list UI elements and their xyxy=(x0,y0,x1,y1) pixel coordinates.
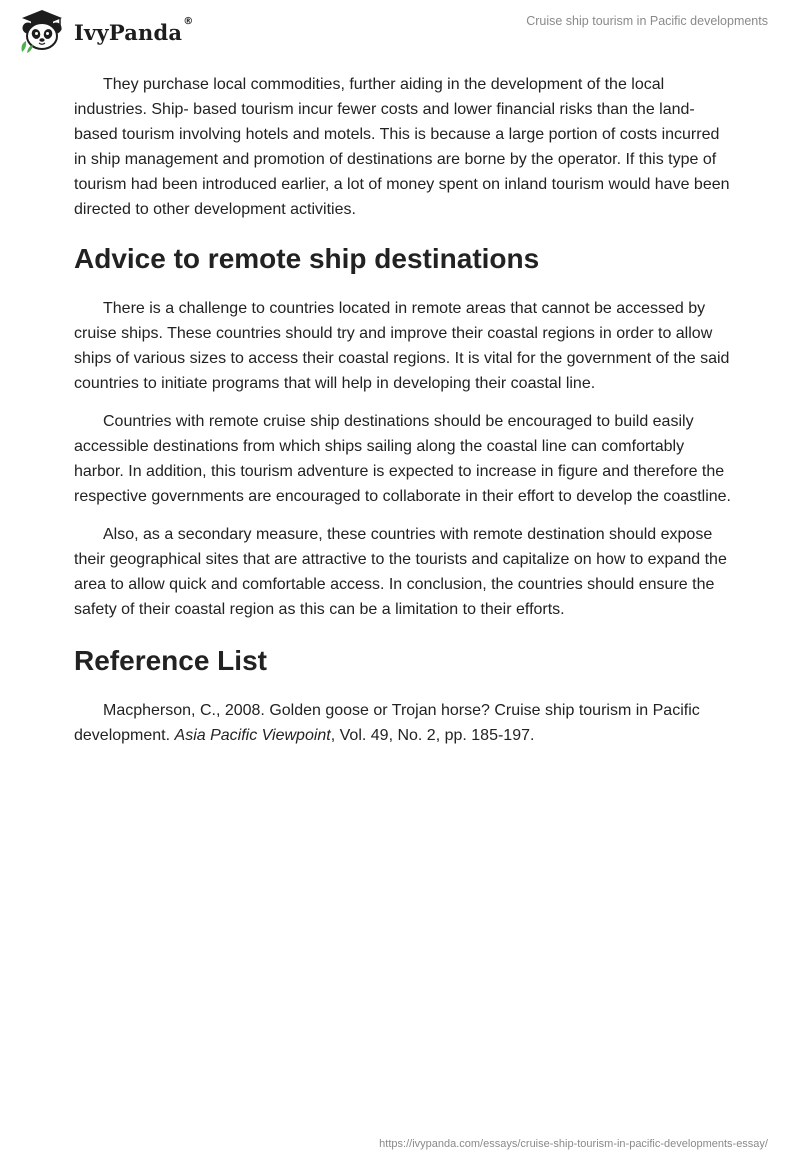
panda-graduate-icon xyxy=(16,8,68,54)
heading-advice: Advice to remote ship destinations xyxy=(74,243,540,274)
page-header xyxy=(0,0,800,60)
reference-entry xyxy=(74,698,734,748)
brand-name xyxy=(74,15,194,45)
essay-content xyxy=(74,72,734,761)
paragraph-encouragement: Countries with remote cruise ship destinations should be encouraged to build easily accessible destinations from which ships sailing along the coastal line can comfortably harbor. In addition, this tourism adventure is expected to increase in figure and therefore the respective governments are encouraged to collaborate in their effort to develop the coastline. xyxy=(74,413,731,505)
paragraph-challenge: There is a challenge to countries located in remote areas that cannot be accessed by cruise ships. These countries should try and improve their coastal regions in order to allow ships of various sizes to access their coastal regions. It is vital for the government of the said countries to initiate programs that will help in developing their coastal line. xyxy=(74,300,730,392)
source-url[interactable]: https://ivypanda.com/essays/cruise-ship-tourism-in-pacific-developments-essay/ xyxy=(379,1138,768,1150)
brand-name-text: IvyPanda xyxy=(74,19,183,45)
registered-mark: ® xyxy=(183,15,194,27)
ivypanda-logo[interactable] xyxy=(16,8,193,54)
reference-details: , Vol. 49, No. 2, pp. 185-197. xyxy=(330,727,535,744)
document-title: Cruise ship tourism in Pacific developments xyxy=(526,14,768,28)
paragraph-secondary-measure: Also, as a secondary measure, these countries with remote destination should expose their geographical sites that are attractive to the tourists and capitalize on how to expand the area to allow quick and comfortable access. In conclusion, the countries should ensure the safety of their coastal region as this can be a limitation to their efforts. xyxy=(74,526,727,618)
heading-reference-list: Reference List xyxy=(74,645,267,676)
reference-journal: Asia Pacific Viewpoint xyxy=(174,727,331,744)
paragraph-intro: They purchase local commodities, further aiding in the development of the local industries. Ship- based tourism incur fewer costs and lower financial risks than the land-based tourism involving hotels and motels. This is because a large portion of costs incurred in ship management and promotion of destinations are borne by the operator. If this type of tourism had been introduced earlier, a lot of money spent on inland tourism would have been directed to other development activities. xyxy=(74,76,730,218)
reference-authors-title: Macpherson, C., 2008. Golden goose or Trojan horse? Cruise ship tourism in Pacific development. xyxy=(74,702,700,744)
